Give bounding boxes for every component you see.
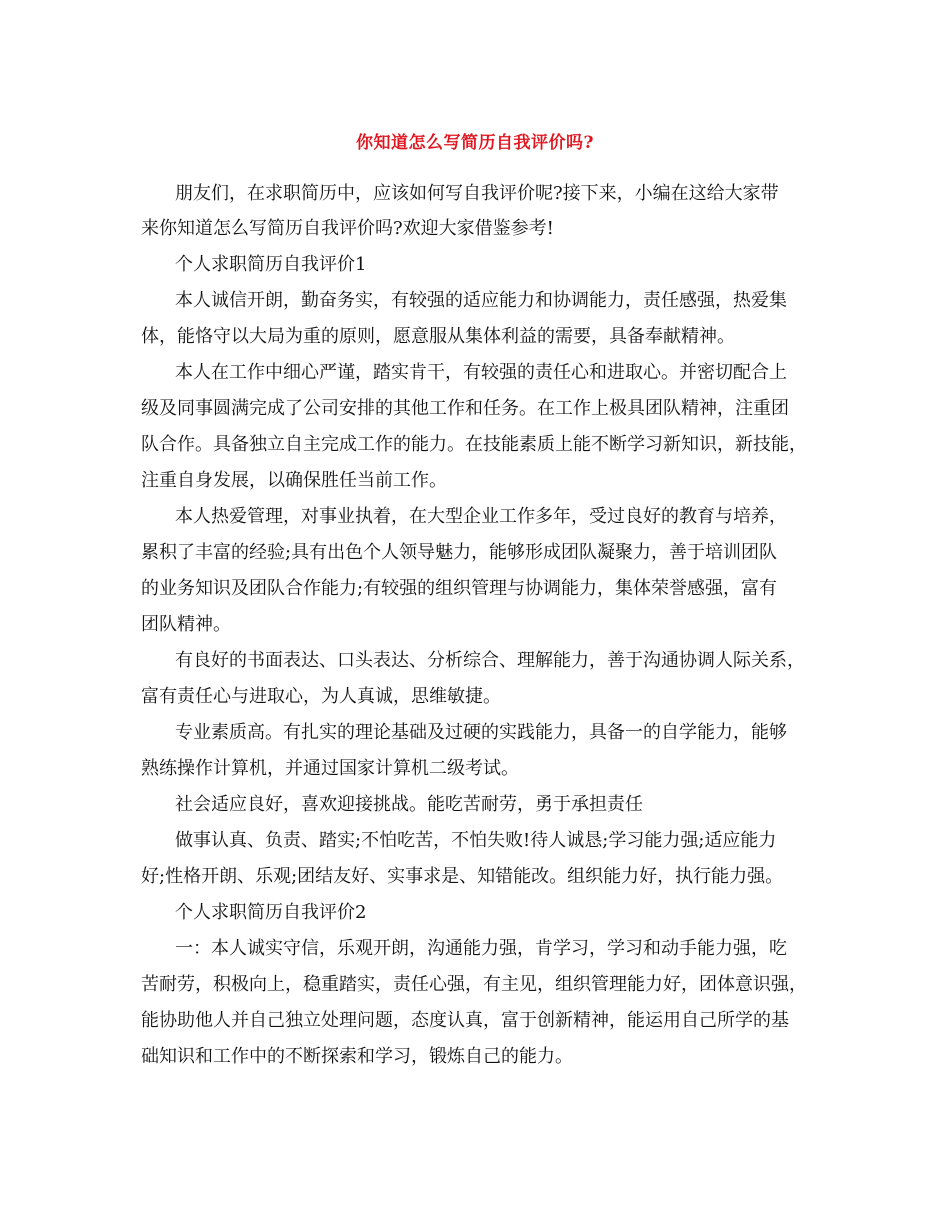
paragraph-line: 本人热爱管理，对事业执着，在大型企业工作多年，受过良好的教育与培养， bbox=[175, 506, 787, 527]
section-heading: 个人求职简历自我评价2 bbox=[175, 902, 367, 923]
paragraph-line: 本人在工作中细心严谨，踏实肯干，有较强的责任心和进取心。并密切配合上 bbox=[175, 362, 787, 383]
paragraph-line: 级及同事圆满完成了公司安排的其他工作和任务。在工作上极具团队精神，注重团 bbox=[141, 398, 789, 419]
paragraph-line: 好;性格开朗、乐观;团结友好、实事求是、知错能改。组织能力好，执行能力强。 bbox=[141, 866, 784, 887]
paragraph-line: 础知识和工作中的不断探索和学习，锻炼自己的能力。 bbox=[141, 1046, 573, 1067]
document-title: 你知道怎么写简历自我评价吗? bbox=[356, 133, 594, 153]
paragraph-line: 苦耐劳，积极向上，稳重踏实，责任心强，有主见，组织管理能力好，团体意识强， bbox=[141, 974, 807, 995]
section-heading: 个人求职简历自我评价1 bbox=[175, 254, 367, 275]
paragraph-line: 能协助他人并自己独立处理问题，态度认真，富于创新精神，能运用自己所学的基 bbox=[141, 1010, 789, 1031]
paragraph-line: 累积了丰富的经验;具有出色个人领导魅力，能够形成团队凝聚力，善于培训团队 bbox=[141, 542, 778, 563]
paragraph-line: 有良好的书面表达、口头表达、分析综合、理解能力，善于沟通协调人际关系， bbox=[175, 650, 805, 671]
paragraph-line: 熟练操作计算机，并通过国家计算机二级考试。 bbox=[141, 758, 519, 779]
paragraph-line: 注重自身发展，以确保胜任当前工作。 bbox=[141, 470, 447, 491]
paragraph-line: 社会适应良好，喜欢迎接挑战。能吃苦耐劳，勇于承担责任 bbox=[175, 794, 643, 815]
paragraph-line: 一：本人诚实守信，乐观开朗，沟通能力强，肯学习，学习和动手能力强，吃 bbox=[175, 938, 787, 959]
paragraph-line: 本人诚信开朗，勤奋务实，有较强的适应能力和协调能力，责任感强，热爱集 bbox=[175, 290, 787, 311]
paragraph-line: 朋友们，在求职简历中，应该如何写自我评价呢?接下来，小编在这给大家带 bbox=[175, 183, 779, 204]
paragraph-line: 的业务知识及团队合作能力;有较强的组织管理与协调能力，集体荣誉感强，富有 bbox=[141, 578, 778, 599]
paragraph-line: 富有责任心与进取心，为人真诚，思维敏捷。 bbox=[141, 686, 501, 707]
paragraph-line: 团队精神。 bbox=[141, 614, 231, 635]
paragraph-line: 体，能恪守以大局为重的原则，愿意服从集体利益的需要，具备奉献精神。 bbox=[141, 326, 735, 347]
paragraph-line: 队合作。具备独立自主完成工作的能力。在技能素质上能不断学习新知识，新技能， bbox=[141, 434, 807, 455]
paragraph-line: 专业素质高。有扎实的理论基础及过硬的实践能力，具备一的自学能力，能够 bbox=[175, 722, 787, 743]
paragraph-line: 来你知道怎么写简历自我评价吗?欢迎大家借鉴参考! bbox=[141, 218, 554, 239]
paragraph-line: 做事认真、负责、踏实;不怕吃苦，不怕失败!待人诚恳;学习能力强;适应能力 bbox=[175, 830, 777, 851]
